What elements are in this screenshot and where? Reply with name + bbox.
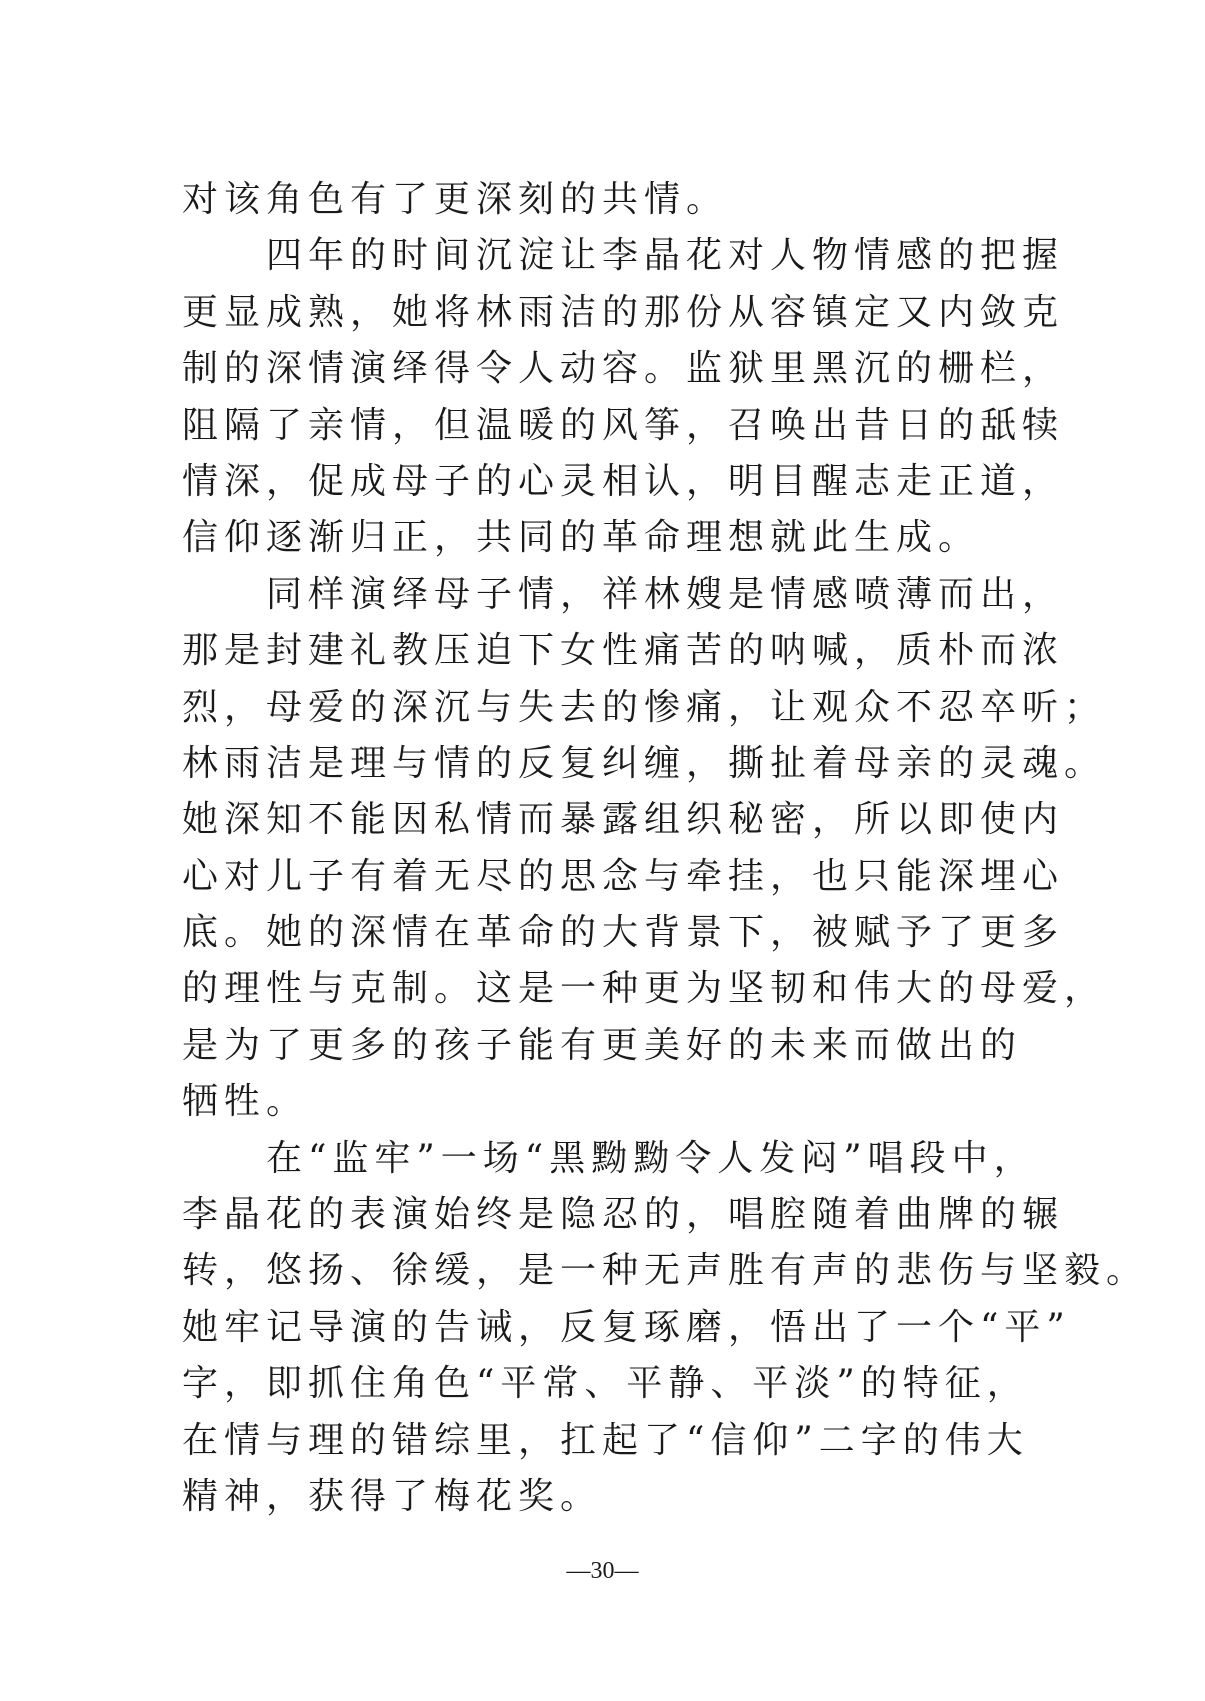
paragraph-start-line: 同样演绎母子情，祥林嫂是情感喷薄而出， [266,573,1065,615]
paragraph-start-line: 在“监牢”一场“黑黝黝令人发闷”唱段中， [266,1137,1036,1179]
text-line: 更显成熟，她将林雨洁的那份从容镇定又内敛克 [182,291,1065,333]
text-line: 制的深情演绎得令人动容。监狱里黑沉的栅栏， [182,348,1065,390]
text-line: 那是封建礼教压迫下女性痛苦的呐喊，质朴而浓 [182,630,1065,672]
text-line: 牺牲。 [182,1081,309,1123]
body-text [182,172,1149,1525]
text-line: 阻隔了亲情，但温暖的风筝，召唤出昔日的舐犊 [182,404,1065,446]
text-line: 情深，促成母子的心灵相认，明目醒志走正道， [182,460,1065,502]
text-line: 精神，获得了梅花奖。 [182,1475,603,1517]
text-line: 对该角色有了更深刻的共情。 [182,179,729,220]
text-line: 林雨洁是理与情的反复纠缠，撕扯着母亲的灵魂。 [182,742,1107,784]
text-line: 是为了更多的孩子能有更美好的未来而做出的 [182,1024,1023,1066]
text-line: 字，即抓住角色“平常、平静、平淡”的特征， [182,1363,1029,1405]
text-line: 的理性与克制。这是一种更为坚韧和伟大的母爱， [182,968,1107,1010]
text-line: 心对儿子有着无尽的思念与牵挂，也只能深埋心 [182,855,1065,897]
text-line: 烈，母爱的深沉与失去的惨痛，让观众不忍卒听； [182,686,1107,728]
text-line: 她牢记导演的告诫，反复琢磨，悟出了一个“平” [182,1306,1071,1348]
page-number: —30— [566,1558,639,1584]
text-line: 底。她的深情在革命的大背景下，被赋予了更多 [182,912,1065,954]
paragraph-start-line: 四年的时间沉淀让李晶花对人物情感的把握 [266,235,1065,277]
text-line: 信仰逐渐归正，共同的革命理想就此生成。 [182,517,981,559]
text-line: 在情与理的错综里，扛起了“信仰”二字的伟大 [182,1419,1029,1461]
text-line: 她深知不能因私情而暴露组织秘密，所以即使内 [182,799,1065,841]
text-line: 李晶花的表演始终是隐忍的，唱腔随着曲牌的辗 [182,1194,1065,1236]
text-line: 转，悠扬、徐缓，是一种无声胜有声的悲伤与坚毅。 [182,1250,1149,1292]
